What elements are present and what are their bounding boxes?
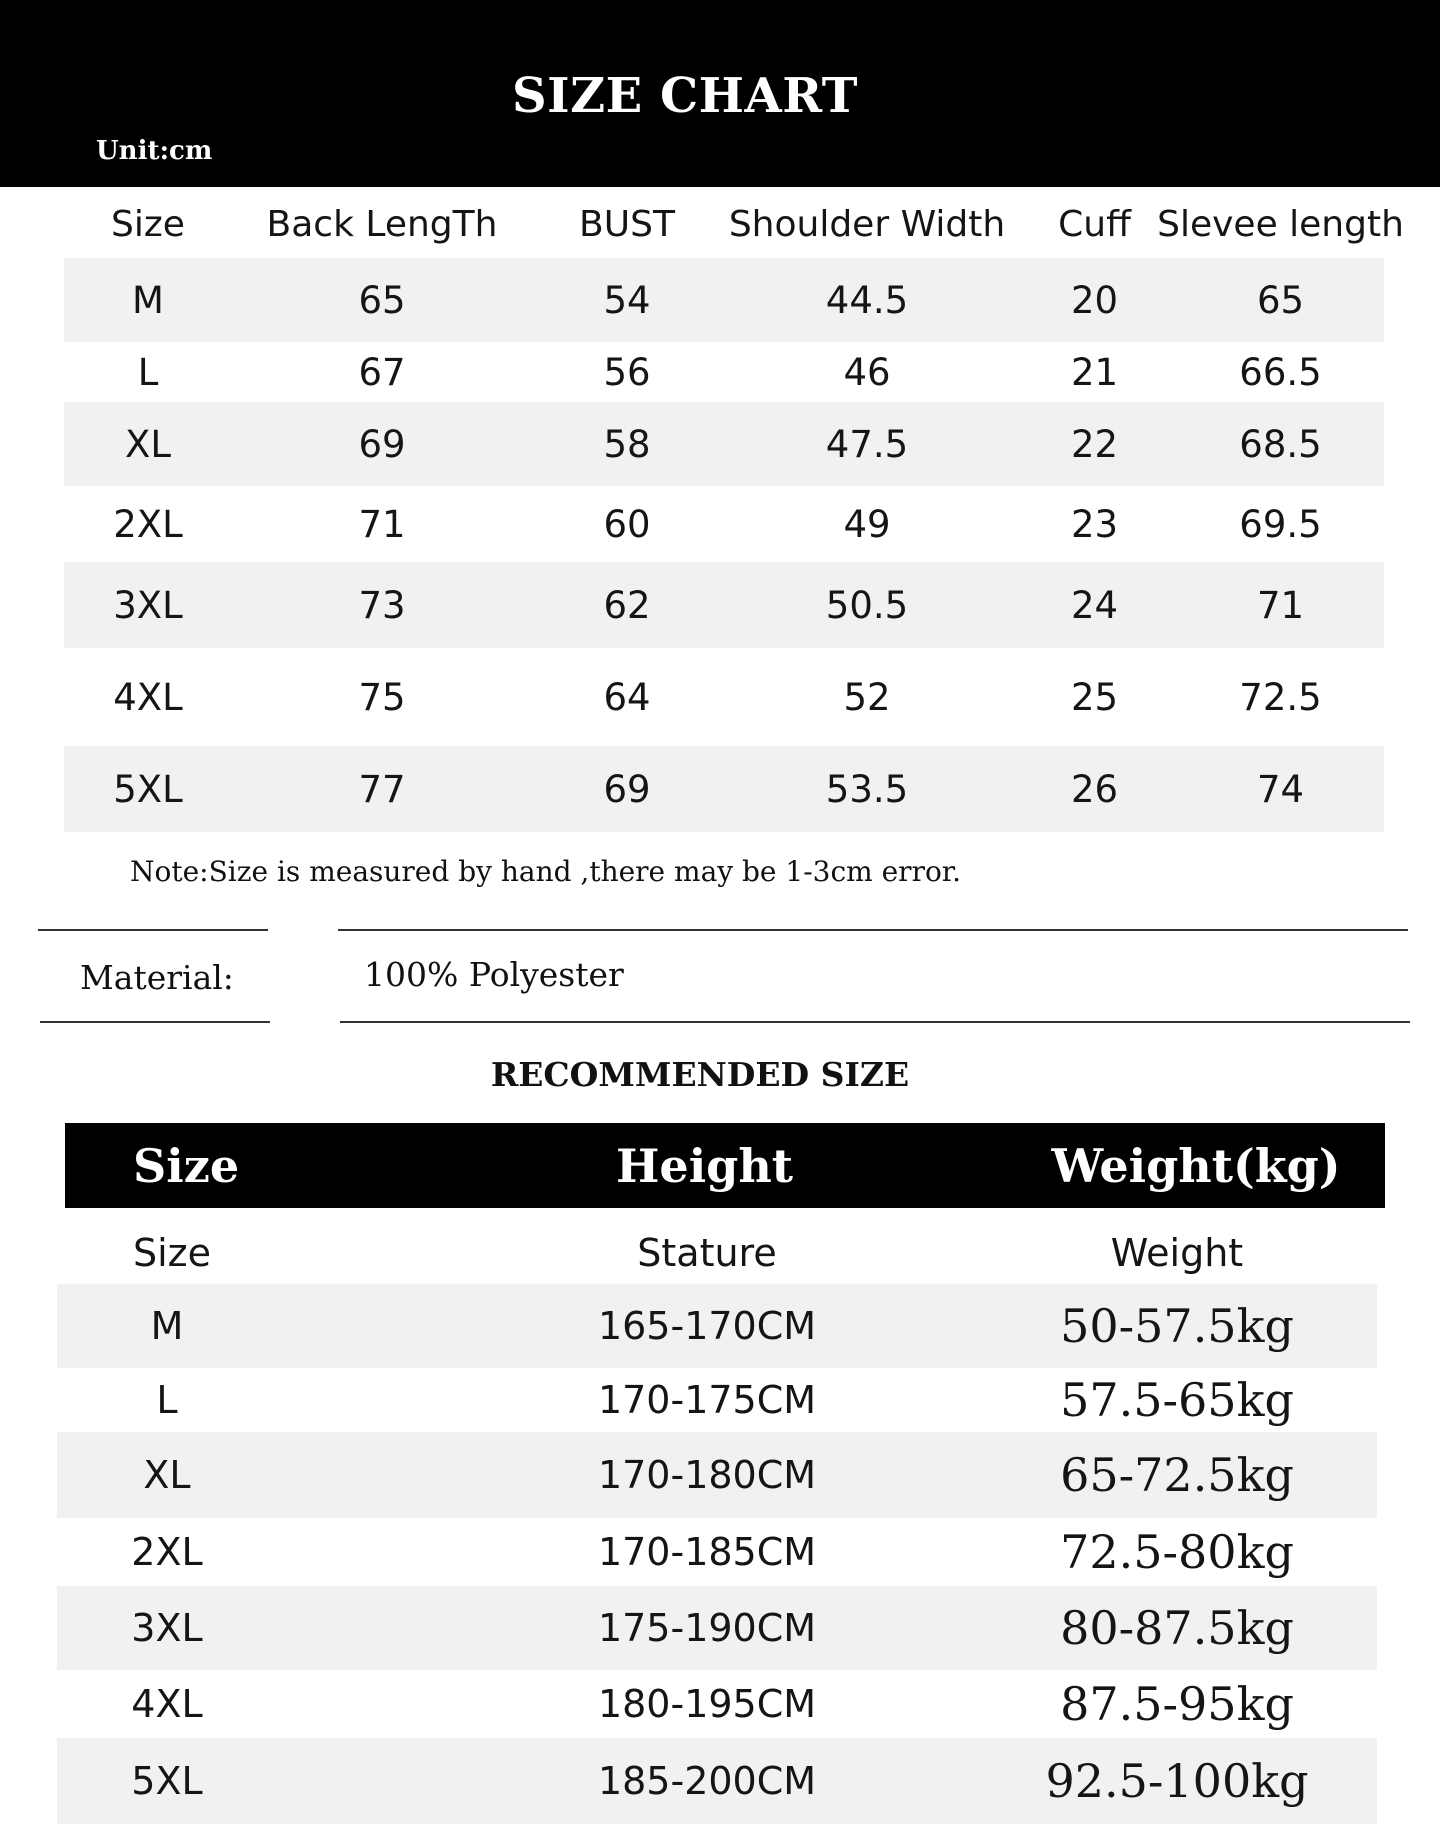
table-row [64,402,1384,486]
cell-back-length: 71 [358,502,406,546]
cell-bust: 60 [603,502,651,546]
cell-shoulder-width: 44.5 [825,278,909,322]
cell-stature: 170-185CM [597,1530,817,1574]
cell-weight: 80-87.5kg [1060,1601,1294,1655]
table-row [57,1518,1377,1586]
table-row [57,1284,1377,1368]
cell-weight: 50-57.5kg [1060,1299,1294,1353]
cell-stature: 165-170CM [597,1304,817,1348]
cell-size: 3XL [131,1606,203,1650]
table-row [64,562,1384,648]
divider [338,929,1408,931]
cell-stature: 170-180CM [597,1453,817,1497]
cell-cuff: 22 [1070,422,1119,466]
cell-size: M [132,278,164,322]
cell-size: XL [143,1453,191,1497]
cell-size: 5XL [131,1759,203,1803]
table-row [64,342,1384,402]
cell-size: 2XL [131,1530,203,1574]
cell-shoulder-width: 52 [843,675,891,719]
unit-label: Unit:cm [96,136,213,166]
cell-sleeve-length: 72.5 [1239,675,1322,719]
cell-size: 3XL [113,583,183,627]
size-chart-header-row [64,192,1404,256]
table-row [57,1368,1377,1432]
cell-back-length: 75 [358,675,406,719]
band-header-weight: Weight(kg) [1051,1138,1341,1193]
cell-sleeve-length: 71 [1256,583,1305,627]
cell-size: M [150,1304,184,1348]
cell-stature: 185-200CM [597,1759,817,1803]
cell-sleeve-length: 69.5 [1239,502,1322,546]
cell-stature: 170-175CM [597,1378,817,1422]
cell-weight: 92.5-100kg [1045,1754,1309,1808]
recommended-header-band [65,1123,1385,1208]
col-header-stature: Stature [637,1231,777,1275]
col-header-size: Size [111,203,185,245]
cell-cuff: 23 [1070,502,1119,546]
cell-size: 5XL [113,767,183,811]
cell-bust: 54 [603,278,651,322]
cell-weight: 72.5-80kg [1060,1525,1294,1579]
cell-cuff: 24 [1070,583,1119,627]
cell-size: XL [125,422,171,466]
cell-back-length: 67 [358,350,406,394]
cell-shoulder-width: 49 [843,502,891,546]
cell-shoulder-width: 46 [843,350,891,394]
table-row [57,1432,1377,1518]
recommended-subheader-row [57,1222,1377,1284]
cell-cuff: 21 [1070,350,1119,394]
band-header-height: Height [615,1138,794,1193]
cell-weight: 87.5-95kg [1060,1677,1294,1731]
cell-back-length: 65 [358,278,406,322]
table-row [57,1670,1377,1738]
cell-weight: 65-72.5kg [1060,1448,1294,1502]
material-value: 100% Polyester [364,955,624,994]
cell-bust: 62 [603,583,651,627]
cell-sleeve-length: 66.5 [1239,350,1322,394]
recommended-size-title: RECOMMENDED SIZE [490,1055,910,1094]
cell-cuff: 25 [1070,675,1119,719]
divider [340,1021,1410,1023]
col-header-bust: BUST [579,203,675,245]
cell-size: 4XL [113,675,183,719]
table-row [64,258,1384,342]
cell-shoulder-width: 53.5 [825,767,909,811]
cell-back-length: 69 [358,422,406,466]
band-header-size: Size [133,1138,240,1193]
col-header-shoulder-width: Shoulder Width [728,203,1006,245]
cell-bust: 58 [603,422,651,466]
cell-back-length: 73 [358,583,406,627]
cell-size: L [156,1378,178,1422]
col-header-weight: Weight [1110,1231,1244,1275]
table-row [64,486,1384,562]
col-header-sleeve-length: Slevee length [1157,203,1404,245]
cell-sleeve-length: 74 [1256,767,1305,811]
cell-weight: 57.5-65kg [1060,1373,1294,1427]
col-header-cuff: Cuff [1058,203,1131,245]
table-row [57,1586,1377,1670]
cell-bust: 56 [603,350,651,394]
cell-stature: 180-195CM [597,1682,817,1726]
cell-cuff: 20 [1070,278,1119,322]
cell-back-length: 77 [358,767,406,811]
table-row [57,1738,1377,1824]
cell-sleeve-length: 68.5 [1239,422,1322,466]
cell-size: L [137,350,159,394]
cell-shoulder-width: 50.5 [825,583,909,627]
divider [38,929,268,931]
cell-shoulder-width: 47.5 [825,422,909,466]
header-banner [0,0,1440,187]
col-header-back-length: Back LengTh [266,203,498,245]
col-header-size: Size [133,1231,212,1275]
measurement-note: Note:Size is measured by hand ,there may be 1-3cm error. [130,855,962,888]
cell-stature: 175-190CM [597,1606,817,1650]
material-label: Material: [80,958,234,997]
divider [40,1021,270,1023]
cell-bust: 69 [603,767,651,811]
cell-bust: 64 [603,675,651,719]
page-title: SIZE CHART [511,68,858,124]
cell-sleeve-length: 65 [1256,278,1305,322]
table-row [64,746,1384,832]
cell-size: 4XL [131,1682,203,1726]
cell-size: 2XL [113,502,183,546]
table-row [64,648,1384,746]
cell-cuff: 26 [1070,767,1119,811]
